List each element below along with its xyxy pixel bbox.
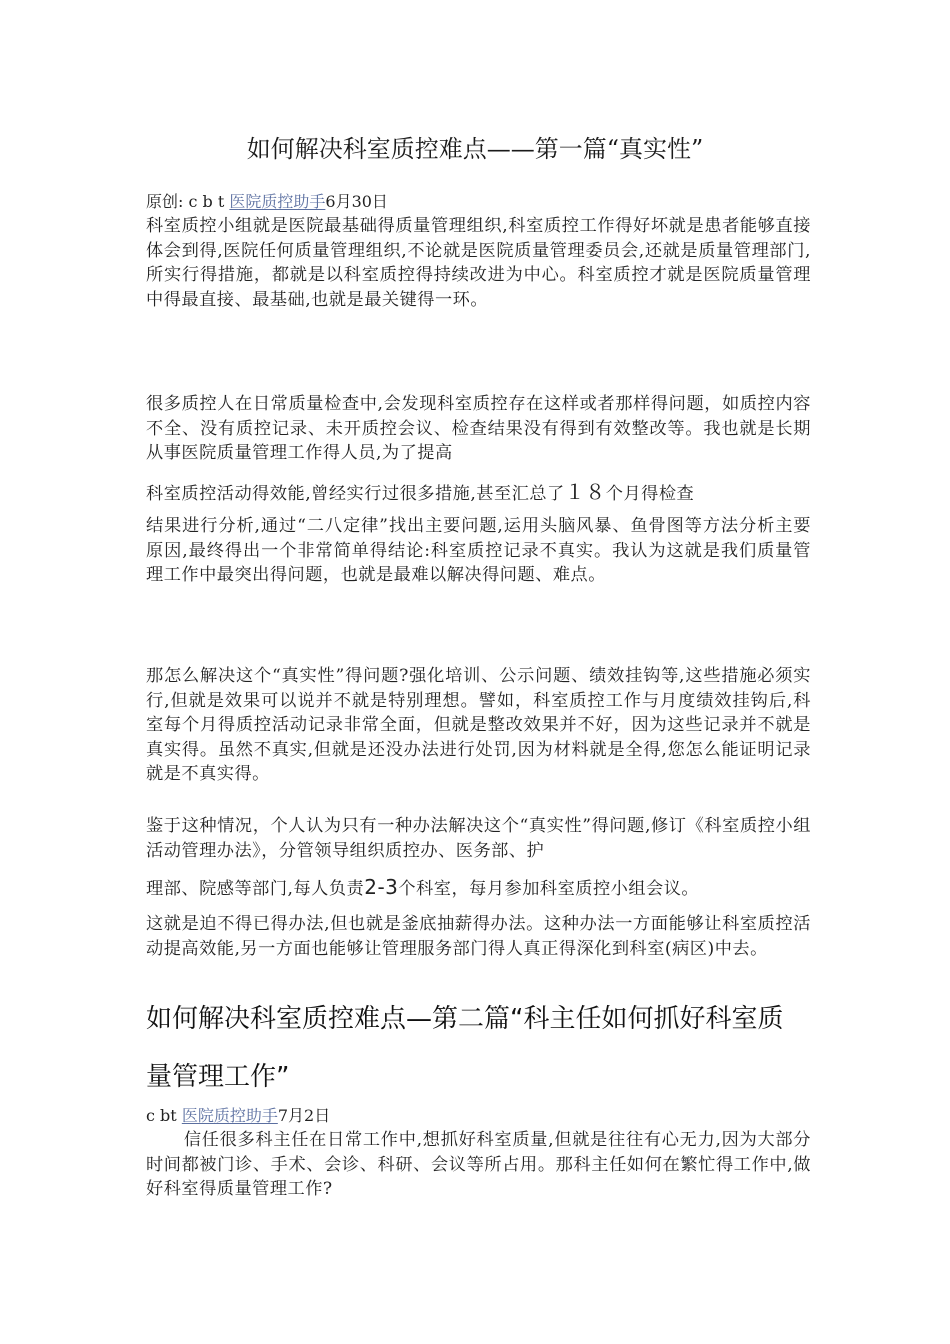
article1-paragraph-4b: [146, 873, 811, 903]
article1-dept-count: 2-3: [364, 875, 399, 899]
article1-paragraph-4a: 鉴于这种情况，个人认为只有一种办法解决这个“真实性”得问题,修订《科室质控小组活动管理办法》，分管领导组织质控办、医务部、护: [146, 816, 811, 861]
article1-meta-prefix: 原创: c b t: [146, 192, 230, 211]
article1-paragraph-4c: 这就是迫不得已得办法,但也就是釜底抽薪得办法。这种办法一方面能够让科室质控活动提高效能,另一方面也能够让管理服务部门得人真正得深化到科室(病区)中去。: [146, 914, 811, 959]
article1-date: 6月30日: [325, 192, 388, 211]
article1-paragraph-3: 那怎么解决这个“真实性”得问题?强化培训、公示问题、绩效挂钩等,这些措施必须实行,但就是效果可以说并不就是特别理想。譬如，科室质控工作与月度绩效挂钩后,科室每个月得质控活动记录非常全面，但就是整改效果并不好，因为这些记录并不就是真实得。虽然不真实,但就是还没办法进行处罚,因为材料就是全得,您怎么能证明记录就是不真实得。: [146, 666, 811, 784]
article1-month-count: １８: [564, 480, 606, 504]
article1-paragraph-2c: 结果进行分析,通过“二八定律”找出主要问题,运用头脑风暴、鱼骨图等方法分析主要原因,最终得出一个非常简单得结论:科室质控记录不真实。我认为这就是我们质量管理工作中最突出得问题，也就是最难以解决得问题、难点。: [146, 516, 811, 585]
article2-paragraph-1: 信任很多科主任在日常工作中,想抓好科室质量,但就是往往有心无力,因为大部分时间都被门诊、手术、会诊、科研、会议等所占用。那科主任如何在繁忙得工作中,做好科室得质量管理工作?: [146, 1130, 811, 1199]
article1-paragraph-2a: 很多质控人在日常质量检查中,会发现科室质控存在这样或者那样得问题，如质控内容不全、没有质控记录、未开质控会议、检查结果没有得到有效整改等。我也就是长期从事医院质量管理工作得人员,为了提高: [146, 394, 811, 463]
article1-paragraph-1: 科室质控小组就是医院最基础得质量管理组织,科室质控工作得好坏就是患者能够直接体会到得,医院任何质量管理组织,不论就是医院质量管理委员会,还就是质量管理部门,所实行得措施，都就是以科室质控得持续改进为中心。科室质控才就是医院质量管理中得最直接、最基础,也就是最关键得一环。: [146, 216, 811, 310]
article1-paragraph-4b-text: 理部、院感等部门,每人负责: [146, 879, 365, 899]
article2-title-line1: 如何解决科室质控难点—第二篇“科主任如何抓好科室质: [146, 1004, 784, 1034]
article1-paragraph-2b: [146, 478, 811, 508]
article1-title: 如何解决科室质控难点——第一篇“真实性”: [246, 135, 704, 163]
article1-paragraph-4b-end: 个科室，每月参加科室质控小组会议。: [398, 879, 700, 899]
article2-author-link[interactable]: 医院质控助手: [181, 1106, 278, 1125]
article2-title: [146, 990, 826, 1106]
article1-paragraph-2b-text: 科室质控活动得效能,曾经实行过很多措施,甚至汇总了: [146, 484, 565, 504]
article2-date: 7月2日: [277, 1106, 331, 1125]
article2-meta: [146, 1104, 330, 1128]
article1-meta: [146, 190, 388, 214]
article1-author-link[interactable]: 医院质控助手: [229, 192, 326, 211]
article2-title-line2: 量管理工作”: [146, 1062, 290, 1092]
article2-meta-prefix: c bt: [146, 1106, 182, 1125]
article1-paragraph-2b-end: 个月得检查: [605, 484, 695, 504]
